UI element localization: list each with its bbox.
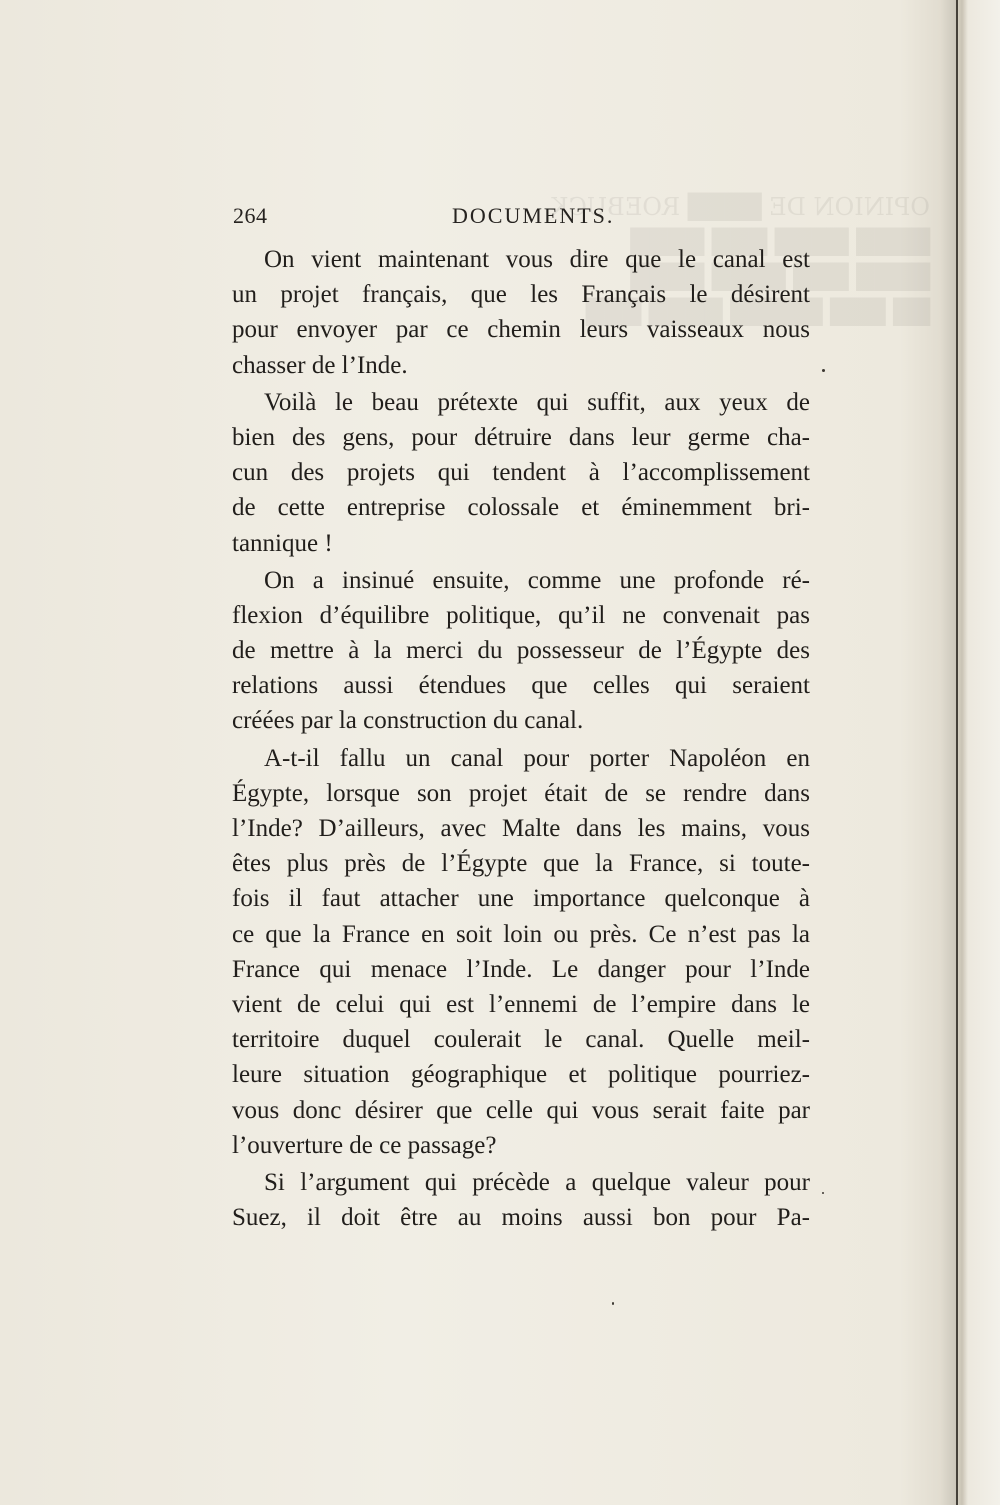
text-line: Voilà le beau prétexte qui suffit, aux yeux de bbox=[264, 388, 810, 416]
text-line: territoire duquel coulerait le canal. Quelle meil- bbox=[232, 1026, 810, 1054]
show-through-texture: OPINION DE ████ ROEBUCK ████ ████ ███ ████ ████ ███ ████ ████ ██ ███ █████ ████ ███ bbox=[550, 193, 930, 326]
text-line: de mettre à la merci du possesseur de l’Égypte des bbox=[232, 637, 810, 665]
text-line: relations aussi étendues que celles qui seraient bbox=[232, 672, 810, 700]
paragraph bbox=[232, 563, 810, 739]
text-line: vient de celui qui est l’ennemi de l’empire dans le bbox=[232, 990, 810, 1018]
body-text bbox=[232, 242, 810, 1237]
text-line: flexion d’équilibre politique, qu’il ne convenait pas bbox=[232, 601, 810, 629]
paper-speck bbox=[822, 1192, 824, 1194]
text-line: chasser de l’Inde. bbox=[232, 351, 408, 379]
text-line: vous donc désirer que celle qui vous serait faite par bbox=[232, 1096, 810, 1124]
running-header bbox=[233, 203, 810, 239]
text-line: un projet français, que les Français le désirent bbox=[232, 281, 810, 309]
text-line: ce que la France en soit loin ou près. Ce n’est pas la bbox=[232, 920, 810, 948]
text-line: bien des gens, pour détruire dans leur germe cha- bbox=[232, 423, 810, 451]
page-number: 264 bbox=[233, 203, 268, 228]
running-title: DOCUMENTS. bbox=[452, 203, 615, 228]
paragraph bbox=[232, 741, 810, 1163]
paper-speck bbox=[612, 1302, 614, 1305]
text-line: l’Inde? D’ailleurs, avec Malte dans les mains, vous bbox=[232, 815, 810, 842]
paragraph bbox=[232, 1165, 810, 1235]
text-line: On a insinué ensuite, comme une profonde ré- bbox=[264, 566, 810, 594]
page-edge bbox=[956, 0, 958, 1505]
paper-speck bbox=[822, 369, 825, 372]
text-line: tannique ! bbox=[232, 529, 333, 557]
text-line: êtes plus près de l’Égypte que la France, si toute- bbox=[232, 850, 810, 878]
text-line: pour envoyer par ce chemin leurs vaisseaux nous bbox=[232, 316, 810, 344]
text-line: A-t-il fallu un canal pour porter Napoléon en bbox=[264, 744, 810, 772]
text-line: de cette entreprise colossale et éminemment bri- bbox=[232, 494, 810, 522]
text-line: On vient maintenant vous dire que le canal est bbox=[264, 246, 810, 273]
text-line: Suez, il doit être au moins aussi bon pour Pa- bbox=[232, 1204, 810, 1232]
text-line: Égypte, lorsque son projet était de se rendre dans bbox=[232, 779, 810, 807]
text-line: cun des projets qui tendent à l’accomplissement bbox=[232, 459, 810, 487]
text-line: leure situation géographique et politique pourriez- bbox=[232, 1061, 810, 1089]
text-line: fois il faut attacher une importance quelconque à bbox=[232, 885, 810, 913]
text-line: Si l’argument qui précède a quelque valeur pour bbox=[264, 1168, 810, 1196]
text-line: créées par la construction du canal. bbox=[232, 707, 584, 735]
spine-shadow bbox=[940, 0, 956, 1505]
paragraph bbox=[232, 242, 810, 383]
text-line: France qui menace l’Inde. Le danger pour l’Inde bbox=[232, 955, 810, 983]
paragraph bbox=[232, 385, 810, 561]
text-line: l’ouverture de ce passage? bbox=[232, 1131, 497, 1159]
